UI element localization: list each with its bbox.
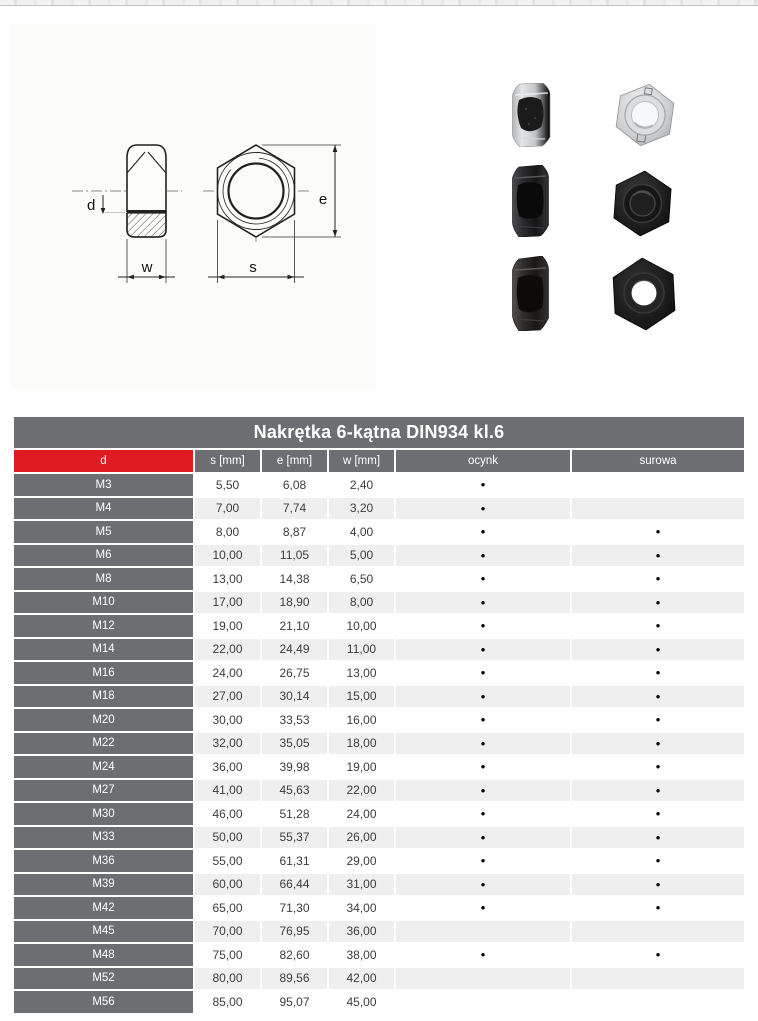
surowa-availability-cell: • <box>572 803 744 825</box>
table-row <box>14 944 744 966</box>
table-row <box>14 756 744 778</box>
w-value-cell: 2,40 <box>329 474 394 496</box>
s-value-cell: 19,00 <box>195 615 260 637</box>
table-row <box>14 968 744 990</box>
w-value-cell: 8,00 <box>329 592 394 614</box>
e-value-cell: 11,05 <box>262 545 327 567</box>
s-value-cell: 65,00 <box>195 897 260 919</box>
ocynk-availability-cell: • <box>396 709 570 731</box>
dim-label-s: s <box>249 259 257 276</box>
ocynk-availability-cell: • <box>396 545 570 567</box>
ocynk-availability-cell: • <box>396 639 570 661</box>
e-value-cell: 6,08 <box>262 474 327 496</box>
surowa-availability-cell: • <box>572 545 744 567</box>
nut-top-view <box>203 145 341 283</box>
ocynk-availability-cell: • <box>396 944 570 966</box>
surowa-availability-cell: • <box>572 756 744 778</box>
w-value-cell: 6,50 <box>329 568 394 590</box>
w-value-cell: 13,00 <box>329 662 394 684</box>
column-header-e: e [mm] <box>262 450 327 472</box>
size-label-cell: M36 <box>14 850 193 872</box>
s-value-cell: 50,00 <box>195 827 260 849</box>
ocynk-availability-cell: • <box>396 803 570 825</box>
column-header-w: w [mm] <box>329 450 394 472</box>
e-value-cell: 8,87 <box>262 521 327 543</box>
w-value-cell: 16,00 <box>329 709 394 731</box>
table-row <box>14 991 744 1013</box>
size-label-cell: M30 <box>14 803 193 825</box>
e-value-cell: 76,95 <box>262 921 327 943</box>
e-value-cell: 21,10 <box>262 615 327 637</box>
size-label-cell: M14 <box>14 639 193 661</box>
size-label-cell: M52 <box>14 968 193 990</box>
column-header-surowa: surowa <box>572 450 744 472</box>
w-value-cell: 11,00 <box>329 639 394 661</box>
surowa-availability-cell: • <box>572 709 744 731</box>
e-value-cell: 24,49 <box>262 639 327 661</box>
s-value-cell: 36,00 <box>195 756 260 778</box>
table-row <box>14 639 744 661</box>
e-value-cell: 7,74 <box>262 498 327 520</box>
e-value-cell: 30,14 <box>262 686 327 708</box>
surowa-availability-cell: • <box>572 733 744 755</box>
surowa-availability-cell: • <box>572 897 744 919</box>
s-value-cell: 70,00 <box>195 921 260 943</box>
w-value-cell: 36,00 <box>329 921 394 943</box>
size-label-cell: M33 <box>14 827 193 849</box>
column-header-s: s [mm] <box>195 450 260 472</box>
w-value-cell: 4,00 <box>329 521 394 543</box>
e-value-cell: 89,56 <box>262 968 327 990</box>
table-row <box>14 615 744 637</box>
e-value-cell: 26,75 <box>262 662 327 684</box>
w-value-cell: 22,00 <box>329 780 394 802</box>
w-value-cell: 42,00 <box>329 968 394 990</box>
ocynk-availability-cell: • <box>396 756 570 778</box>
size-label-cell: M16 <box>14 662 193 684</box>
s-value-cell: 80,00 <box>195 968 260 990</box>
size-label-cell: M24 <box>14 756 193 778</box>
size-label-cell: M22 <box>14 733 193 755</box>
surowa-availability-cell: • <box>572 874 744 896</box>
table-header-row <box>14 450 744 472</box>
s-value-cell: 55,00 <box>195 850 260 872</box>
table-row <box>14 874 744 896</box>
ocynk-availability-cell: • <box>396 733 570 755</box>
table-row <box>14 803 744 825</box>
s-value-cell: 32,00 <box>195 733 260 755</box>
w-value-cell: 31,00 <box>329 874 394 896</box>
table-row <box>14 897 744 919</box>
s-value-cell: 30,00 <box>195 709 260 731</box>
ocynk-availability-cell: • <box>396 615 570 637</box>
surowa-availability-cell <box>572 498 744 520</box>
e-value-cell: 61,31 <box>262 850 327 872</box>
ocynk-availability-cell: • <box>396 897 570 919</box>
size-label-cell: M56 <box>14 991 193 1013</box>
e-value-cell: 82,60 <box>262 944 327 966</box>
size-label-cell: M8 <box>14 568 193 590</box>
size-label-cell: M45 <box>14 921 193 943</box>
ocynk-availability-cell <box>396 968 570 990</box>
table-row <box>14 709 744 731</box>
surowa-availability-cell: • <box>572 944 744 966</box>
cropped-toolbar-artifact <box>0 0 758 6</box>
e-value-cell: 39,98 <box>262 756 327 778</box>
surowa-availability-cell: • <box>572 780 744 802</box>
w-value-cell: 34,00 <box>329 897 394 919</box>
din934-spec-table <box>12 415 746 1015</box>
surowa-availability-cell: • <box>572 615 744 637</box>
size-label-cell: M48 <box>14 944 193 966</box>
column-header-ocynk: ocynk <box>396 450 570 472</box>
w-value-cell: 19,00 <box>329 756 394 778</box>
size-label-cell: M4 <box>14 498 193 520</box>
w-value-cell: 5,00 <box>329 545 394 567</box>
dim-label-e: e <box>318 191 328 208</box>
size-label-cell: M12 <box>14 615 193 637</box>
size-label-cell: M18 <box>14 686 193 708</box>
s-value-cell: 8,00 <box>195 521 260 543</box>
table-row <box>14 733 744 755</box>
surowa-availability-cell: • <box>572 850 744 872</box>
size-label-cell: M27 <box>14 780 193 802</box>
ocynk-availability-cell: • <box>396 592 570 614</box>
spec-table-body <box>14 417 744 1013</box>
raw-nut-side-photo <box>512 256 549 336</box>
s-value-cell: 75,00 <box>195 944 260 966</box>
zinc-plated-nut-side-photo <box>512 83 551 152</box>
w-value-cell: 24,00 <box>329 803 394 825</box>
s-value-cell: 46,00 <box>195 803 260 825</box>
size-label-cell: M10 <box>14 592 193 614</box>
surowa-availability-cell: • <box>572 592 744 614</box>
table-row <box>14 850 744 872</box>
table-row <box>14 545 744 567</box>
e-value-cell: 18,90 <box>262 592 327 614</box>
w-value-cell: 3,20 <box>329 498 394 520</box>
w-value-cell: 29,00 <box>329 850 394 872</box>
table-title-row <box>14 417 744 448</box>
s-value-cell: 13,00 <box>195 568 260 590</box>
size-label-cell: M6 <box>14 545 193 567</box>
e-value-cell: 14,38 <box>262 568 327 590</box>
e-value-cell: 35,05 <box>262 733 327 755</box>
surowa-availability-cell: • <box>572 639 744 661</box>
surowa-availability-cell <box>572 921 744 943</box>
column-header-d: d <box>14 450 193 472</box>
ocynk-availability-cell: • <box>396 874 570 896</box>
raw-nut-top-photo <box>610 256 678 336</box>
table-row <box>14 921 744 943</box>
zinc-plated-nut-top-photo <box>612 83 678 153</box>
s-value-cell: 85,00 <box>195 991 260 1013</box>
e-value-cell: 71,30 <box>262 897 327 919</box>
s-value-cell: 27,00 <box>195 686 260 708</box>
s-value-cell: 17,00 <box>195 592 260 614</box>
s-value-cell: 5,50 <box>195 474 260 496</box>
table-row <box>14 474 744 496</box>
ocynk-availability-cell: • <box>396 474 570 496</box>
table-row <box>14 662 744 684</box>
surowa-availability-cell <box>572 474 744 496</box>
w-value-cell: 18,00 <box>329 733 394 755</box>
w-value-cell: 10,00 <box>329 615 394 637</box>
s-value-cell: 41,00 <box>195 780 260 802</box>
surowa-availability-cell: • <box>572 521 744 543</box>
s-value-cell: 10,00 <box>195 545 260 567</box>
e-value-cell: 66,44 <box>262 874 327 896</box>
black-nut-side-photo <box>512 165 549 242</box>
nut-side-view <box>72 145 182 283</box>
table-row <box>14 780 744 802</box>
surowa-availability-cell: • <box>572 686 744 708</box>
ocynk-availability-cell: • <box>396 827 570 849</box>
table-row <box>14 592 744 614</box>
dim-label-w: w <box>141 259 153 276</box>
s-value-cell: 7,00 <box>195 498 260 520</box>
table-row <box>14 827 744 849</box>
ocynk-availability-cell: • <box>396 568 570 590</box>
table-row <box>14 498 744 520</box>
ocynk-availability-cell: • <box>396 498 570 520</box>
table-title: Nakrętka 6-kątna DIN934 kl.6 <box>14 417 744 448</box>
s-value-cell: 24,00 <box>195 662 260 684</box>
e-value-cell: 95,07 <box>262 991 327 1013</box>
ocynk-availability-cell: • <box>396 521 570 543</box>
size-label-cell: M42 <box>14 897 193 919</box>
ocynk-availability-cell: • <box>396 686 570 708</box>
e-value-cell: 51,28 <box>262 803 327 825</box>
ocynk-availability-cell: • <box>396 850 570 872</box>
table-row <box>14 521 744 543</box>
ocynk-availability-cell <box>396 991 570 1013</box>
size-label-cell: M3 <box>14 474 193 496</box>
dim-label-d: d <box>87 197 96 214</box>
ocynk-availability-cell: • <box>396 662 570 684</box>
e-value-cell: 33,53 <box>262 709 327 731</box>
size-label-cell: M20 <box>14 709 193 731</box>
surowa-availability-cell <box>572 968 744 990</box>
w-value-cell: 26,00 <box>329 827 394 849</box>
w-value-cell: 15,00 <box>329 686 394 708</box>
w-value-cell: 38,00 <box>329 944 394 966</box>
surowa-availability-cell: • <box>572 662 744 684</box>
ocynk-availability-cell <box>396 921 570 943</box>
black-nut-top-photo <box>611 170 674 242</box>
ocynk-availability-cell: • <box>396 780 570 802</box>
surowa-availability-cell: • <box>572 827 744 849</box>
table-row <box>14 686 744 708</box>
table-row <box>14 568 744 590</box>
s-value-cell: 60,00 <box>195 874 260 896</box>
e-value-cell: 55,37 <box>262 827 327 849</box>
hex-nut-dimension-drawing <box>10 24 376 390</box>
e-value-cell: 45,63 <box>262 780 327 802</box>
w-value-cell: 45,00 <box>329 991 394 1013</box>
s-value-cell: 22,00 <box>195 639 260 661</box>
size-label-cell: M5 <box>14 521 193 543</box>
technical-drawing-panel <box>10 24 376 390</box>
surowa-availability-cell: • <box>572 568 744 590</box>
size-label-cell: M39 <box>14 874 193 896</box>
surowa-availability-cell <box>572 991 744 1013</box>
